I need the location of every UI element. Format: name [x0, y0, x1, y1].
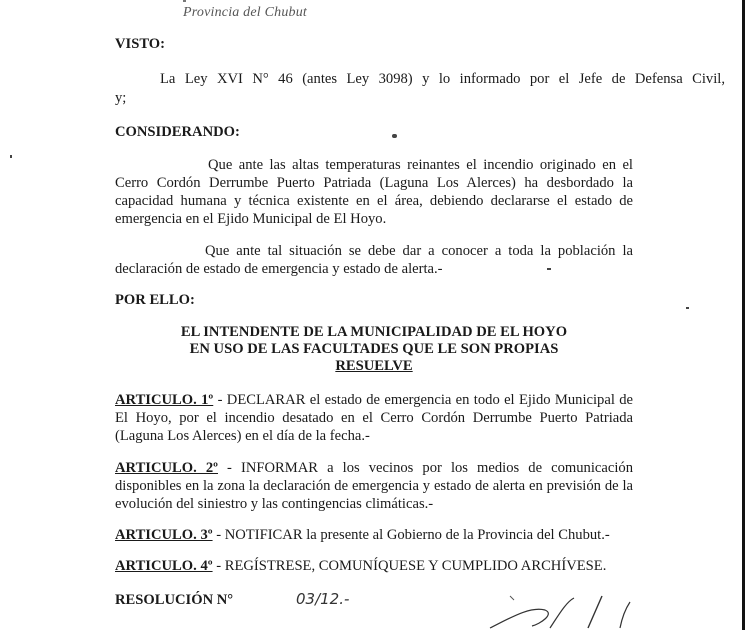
articulo-1-line-3: (Laguna Los Alerces) en el día de la fecha.- — [115, 428, 370, 444]
header-mark — [183, 0, 186, 2]
considerando-heading: CONSIDERANDO: — [115, 124, 240, 140]
intendente-line: EL INTENDENTE DE LA MUNICIPALIDAD DE EL HOYO — [180, 324, 568, 340]
por-ello-heading: POR ELLO: — [115, 292, 195, 308]
scan-speck — [686, 307, 689, 309]
articulo-2-line-1 — [115, 460, 633, 477]
considerando-p1-line-1: Que ante las altas temperaturas reinantes el incendio originado en el — [208, 157, 633, 173]
resolucion-label: RESOLUCIÓN N° — [115, 592, 234, 608]
articulo-2-text: - INFORMAR a los vecinos por los medios de comunicación — [217, 460, 633, 476]
considerando-p1-line-2: Cerro Cordón Derrumbe Puerto Patriada (Laguna Los Alerces) ha desbordado la — [115, 175, 633, 191]
resuelve-text: RESUELVE — [335, 358, 413, 374]
articulo-3-text: - NOTIFICAR la presente al Gobierno de la Provincia del Chubut.- — [212, 527, 610, 543]
articulo-1-label: ARTICULO. 1º — [115, 392, 214, 408]
articulo-4-text: - REGÍSTRESE, COMUNÍQUESE Y CUMPLIDO ARCHÍVESE. — [212, 558, 607, 574]
articulo-2-line-2: disponibles en la zona la declaración de emergencia y estado de alerta en previsión de la — [115, 478, 633, 494]
considerando-p1-line-3: capacidad humana y técnica existente en el área, debiendo declararse el estado de — [115, 193, 633, 209]
considerando-p2-line-2: declaración de estado de emergencia y estado de alerta.- — [115, 261, 443, 277]
scan-speck — [547, 268, 551, 270]
visto-line-1: La Ley XVI N° 46 (antes Ley 3098) y lo informado por el Jefe de Defensa Civil, — [160, 71, 725, 87]
articulo-3-line — [115, 527, 610, 544]
articulo-1-line-2: El Hoyo, por el incendio desatado en el Cerro Cordón Derrumbe Puerto Patriada — [115, 410, 633, 426]
visto-heading: VISTO: — [115, 36, 166, 52]
province-header: Provincia del Chubut — [183, 5, 308, 20]
facultades-line: EN USO DE LAS FACULTADES QUE LE SON PROPIAS — [189, 341, 559, 357]
articulo-4-line — [115, 558, 606, 575]
resuelve-heading — [115, 358, 633, 375]
articulo-1-line-1 — [115, 392, 633, 409]
articulo-2-label: ARTICULO. 2º — [115, 460, 218, 476]
considerando-p1-line-4: emergencia en el Ejido Municipal de El Hoyo. — [115, 211, 387, 227]
articulo-2-line-3: evolución del siniestro y las contingencias climáticas.- — [115, 496, 434, 512]
scan-speck — [392, 134, 397, 138]
visto-line-2: y; — [115, 90, 127, 106]
articulo-1-text: - DECLARAR el estado de emergencia en todo el Ejido Municipal de — [213, 392, 633, 408]
articulo-4-label: ARTICULO. 4º — [115, 558, 213, 574]
resolucion-number: 03/12.- — [296, 590, 350, 608]
signature-mark — [470, 588, 650, 630]
scan-speck — [10, 155, 12, 158]
considerando-p2-line-1: Que ante tal situación se debe dar a conocer a toda la población la — [205, 243, 633, 259]
articulo-3-label: ARTICULO. 3º — [115, 527, 213, 543]
